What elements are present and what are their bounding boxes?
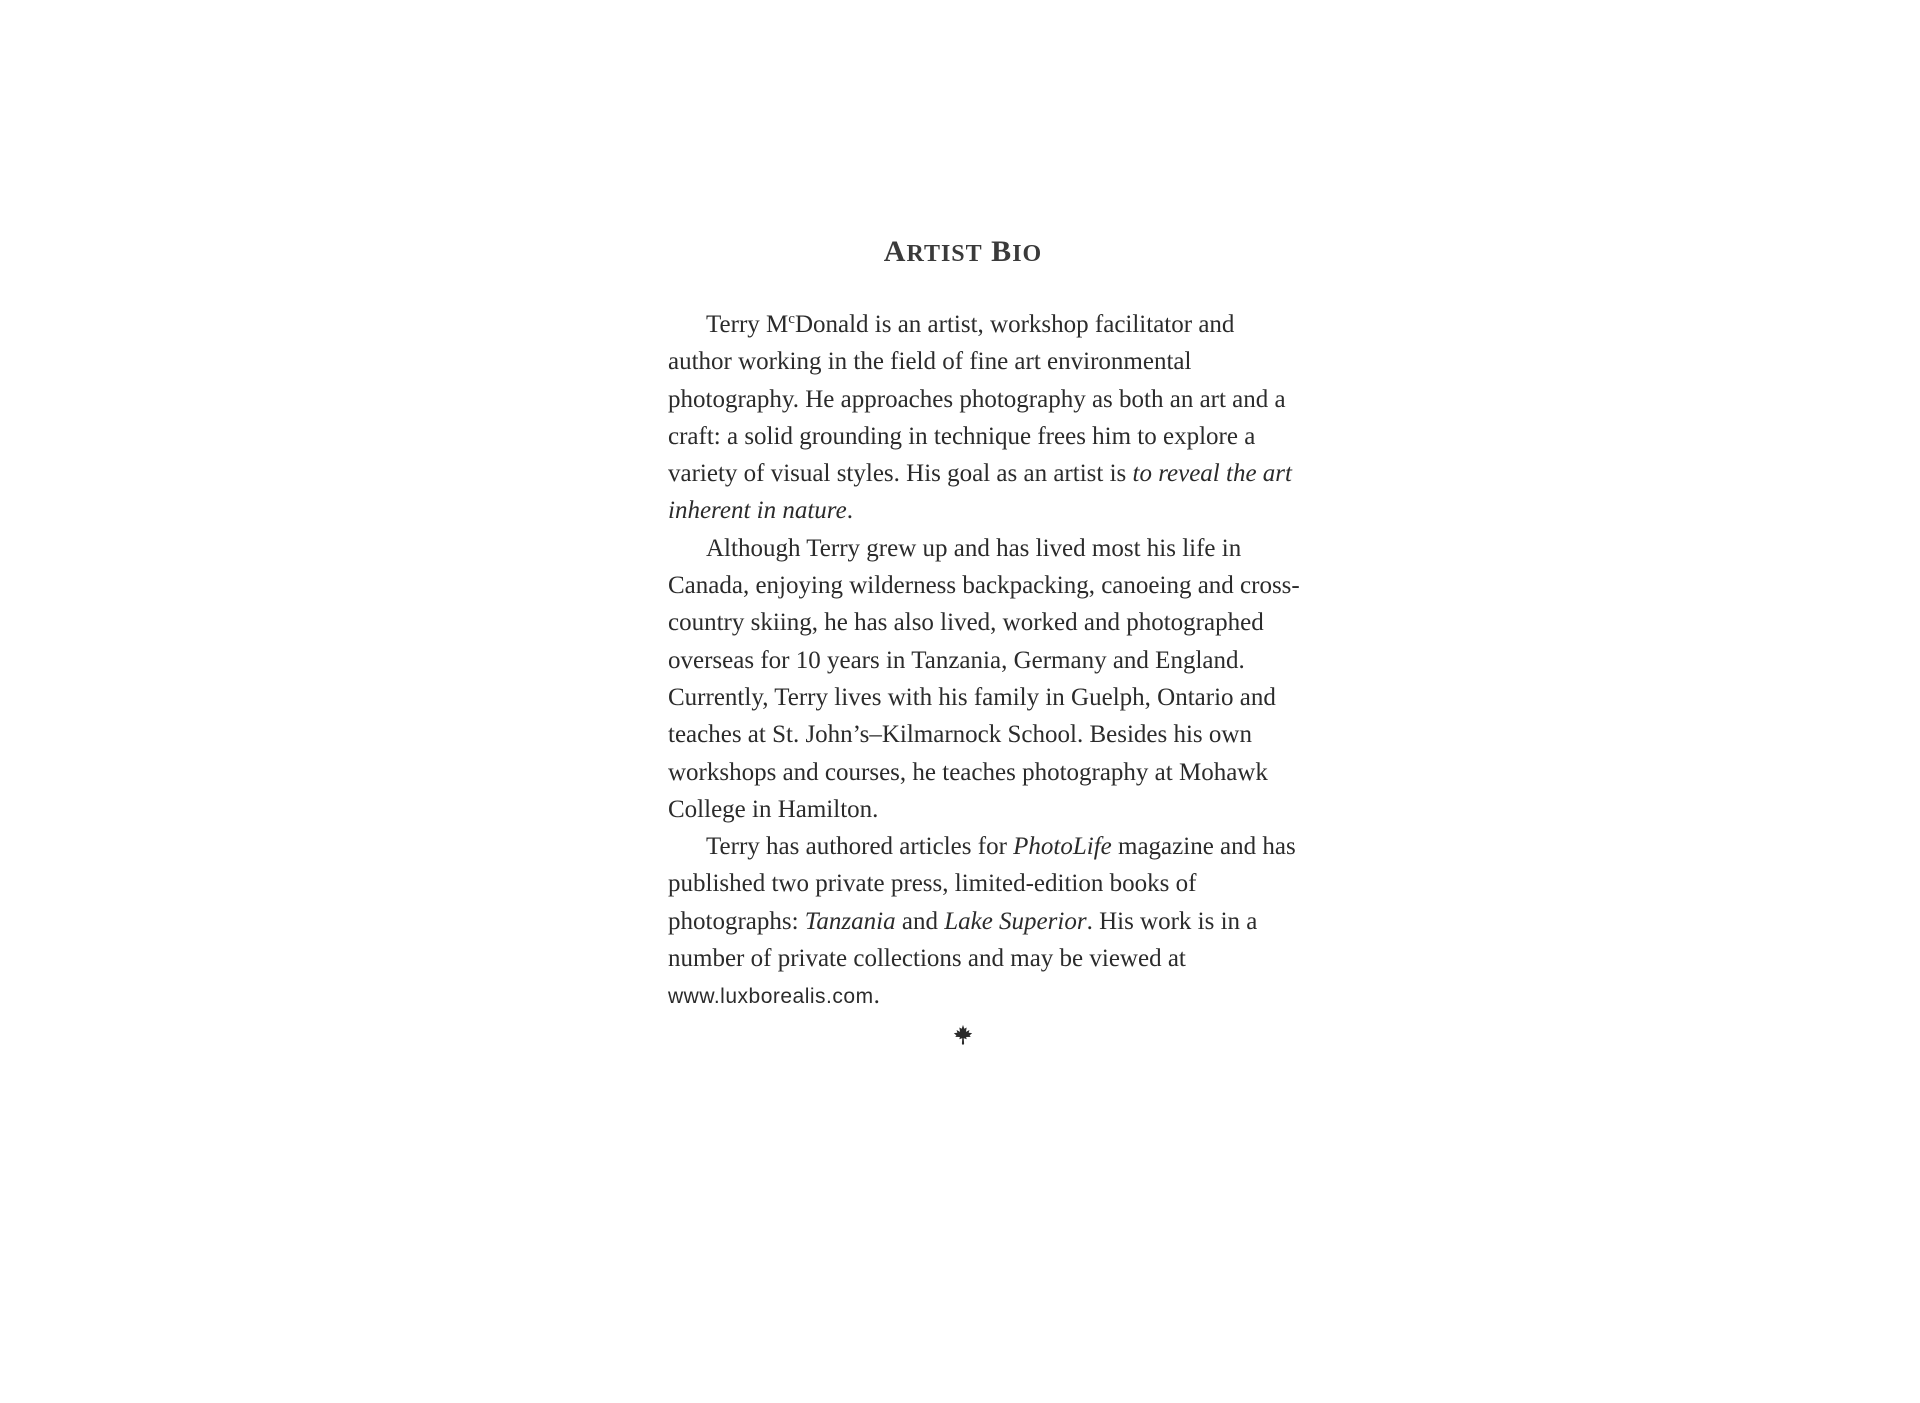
bio-paragraph-1: Terry $M^cDonald$ is an artist, workshop facilitator and author working in the field of fine art environmental photography. He approaches photography as both an art and a craft: a solid grounding in technique frees him to explore a variety of visual styles. His goal as an artist is to reveal the art inherent in nature. [668,311,1292,525]
maple-leaf-icon [952,1024,974,1046]
artist-bio-page [668,232,1300,1046]
bio-paragraph-3: Terry has authored articles for PhotoLife magazine and has published two private press, limited-edition books of photographs: Tanzania and Lake Superior. His work is in a number of private collections and may be viewed at www.luxborealis.com. [668,833,1296,1010]
website-link[interactable]: www.luxborealis.com [668,985,874,1009]
bio-paragraph-2: Although Terry grew up and has lived most his life in Canada, enjoying wilderness backpacking, canoeing and cross- country skiing, he has also lived, worked and photographed overseas for 10 years in Tanzania, Germany and England. Currently, Terry lives with his family in Guelph, Ontario and teaches at St. John’s–Kilmarnock School. Besides his own workshops and courses, he teaches photography at Mohawk College in Hamilton. [668,534,1300,823]
page-title: ARTIST BIO [883,235,1043,268]
